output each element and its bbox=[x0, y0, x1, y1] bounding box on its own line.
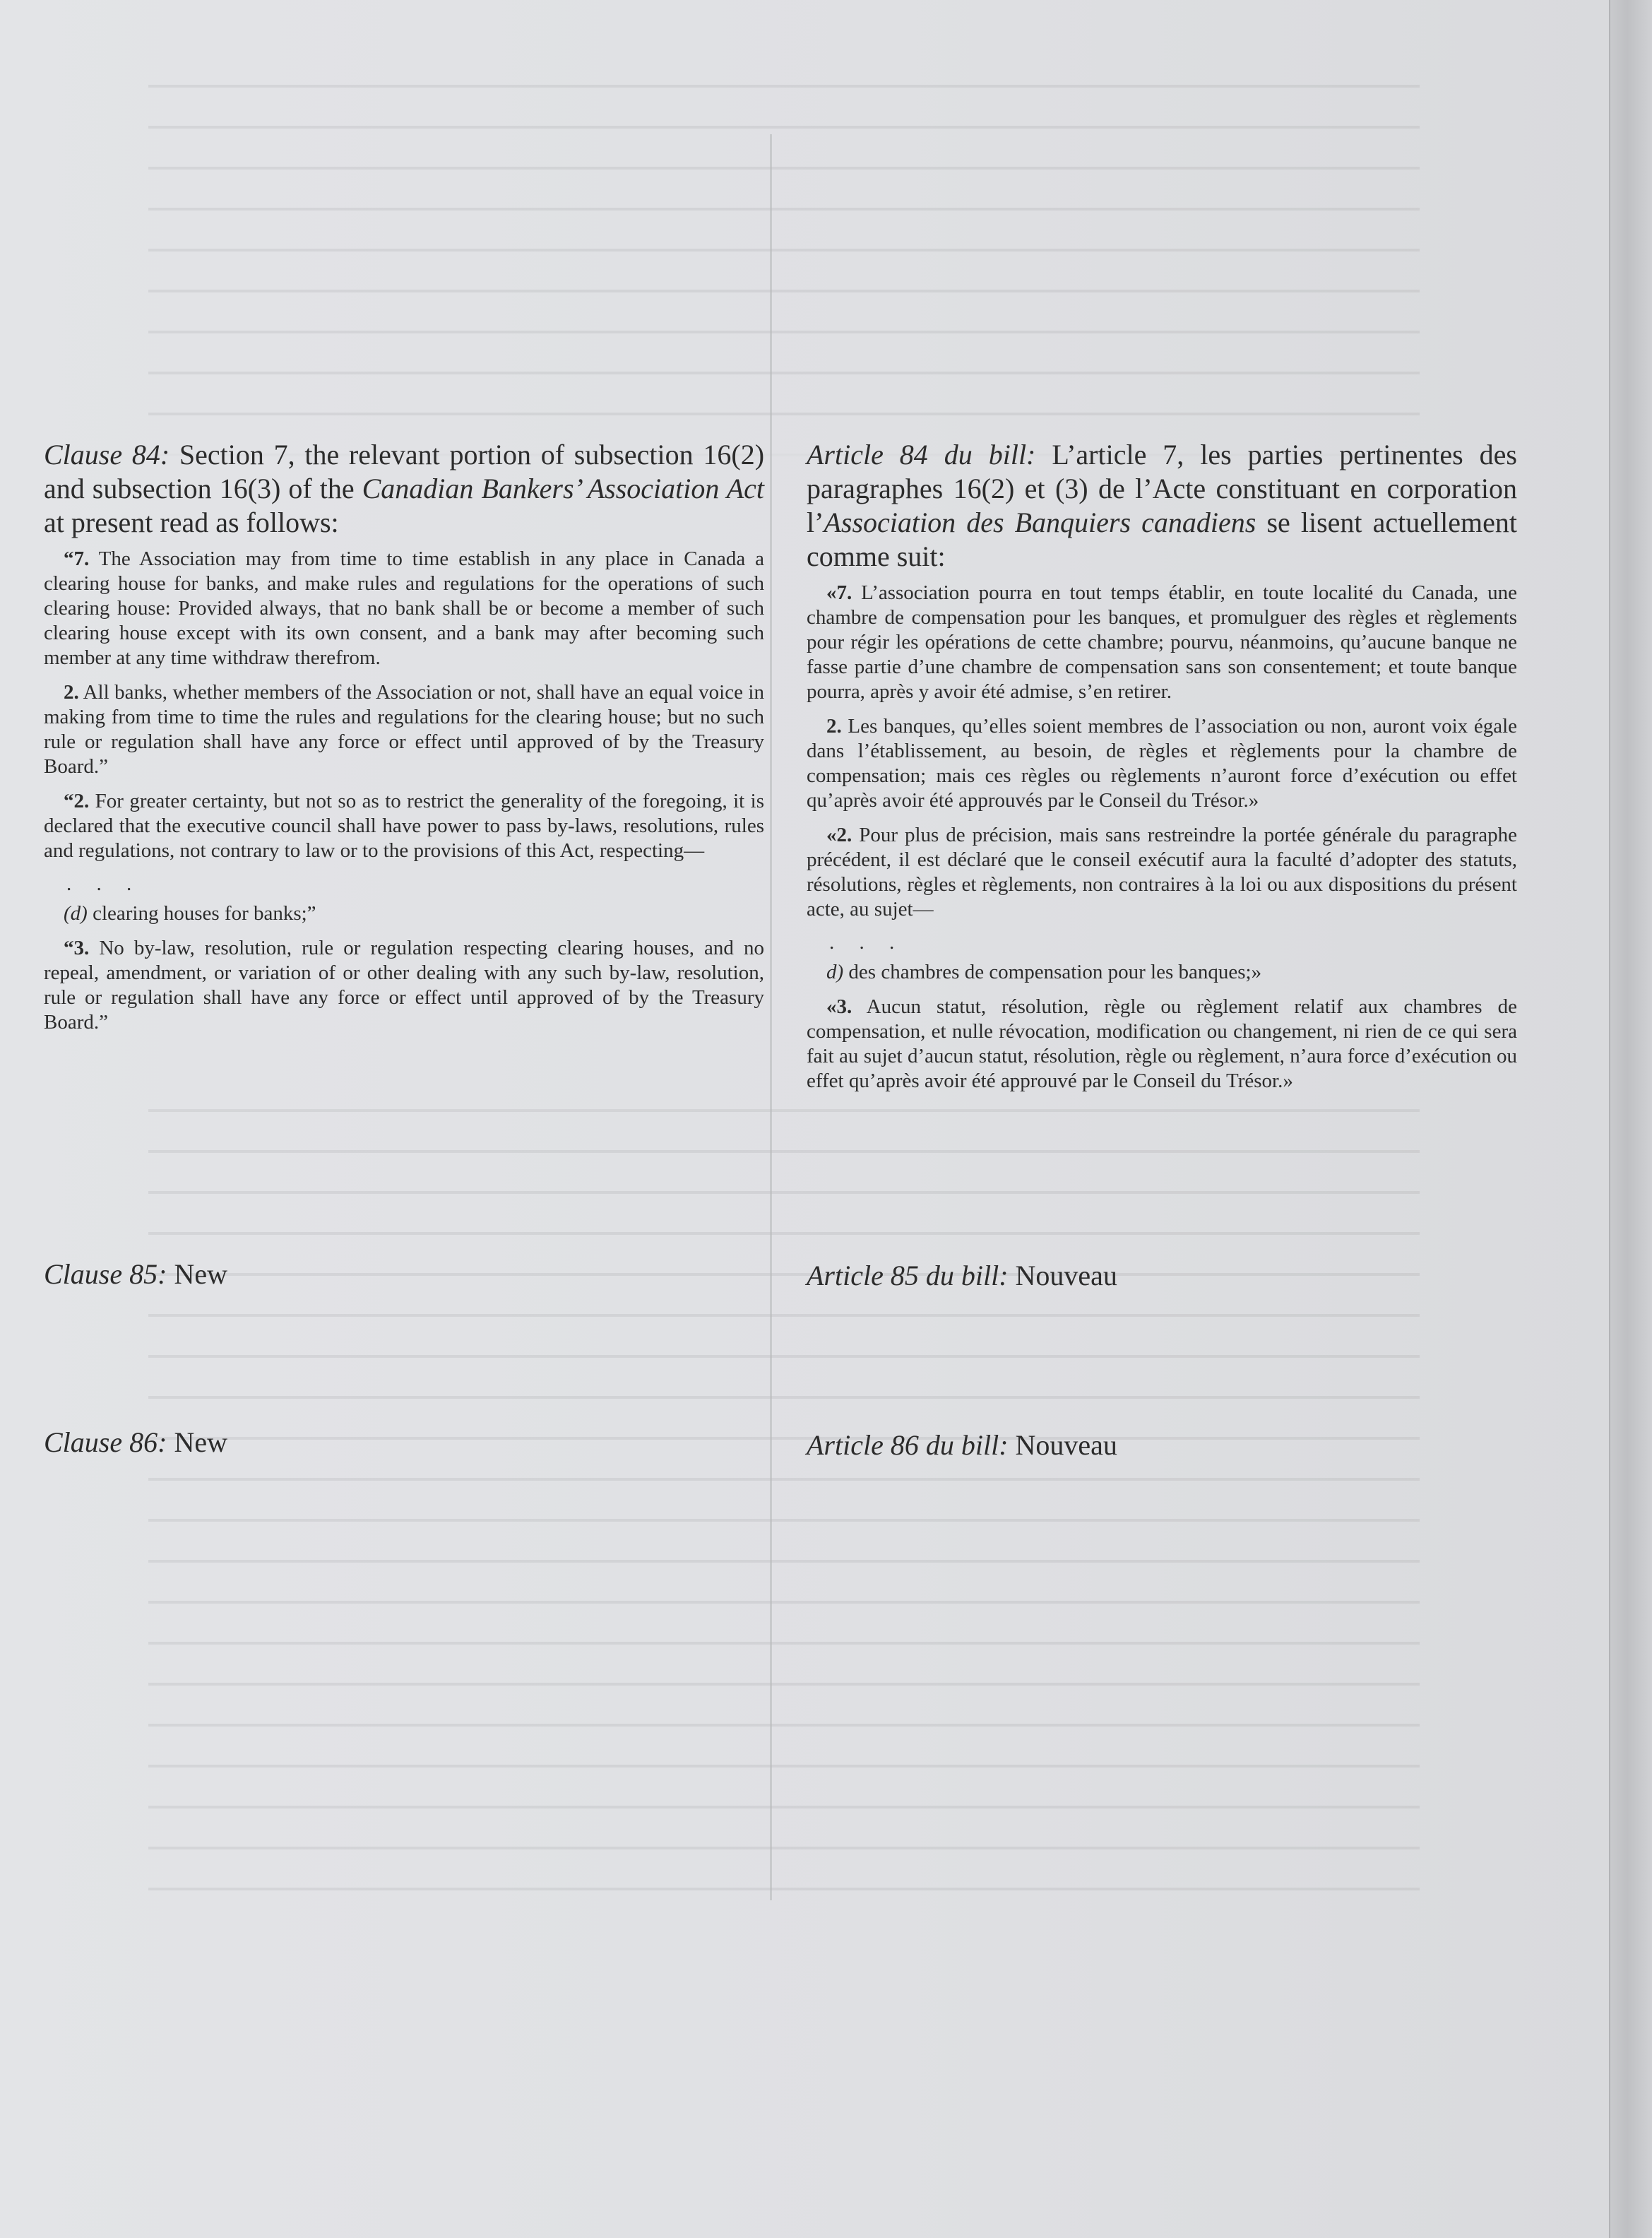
clause-84-fr-ellipsis: . . . bbox=[829, 931, 905, 954]
clause-84-en-quote-2 bbox=[44, 680, 764, 779]
clause-84-fr-quote-7 bbox=[807, 581, 1517, 704]
item-text: des chambres de compensation pour les banques;» bbox=[843, 961, 1262, 983]
clause-85-en-label: Clause 85: bbox=[44, 1258, 167, 1290]
clause-85-en bbox=[44, 1257, 227, 1291]
item-letter: d) bbox=[826, 961, 844, 983]
clause-84-en-intro bbox=[44, 438, 764, 540]
clause-84-en-quote-16-2 bbox=[44, 789, 764, 863]
item-letter: (d) bbox=[64, 902, 88, 925]
clause-84-en-item-d bbox=[44, 901, 764, 926]
quote-text: Aucun statut, résolution, règle ou règlement relatif aux chambres de compensation, et nulle révocation, modification ou changement, ni rien de ce qui sera fait au sujet d’aucun statut, résolution, règle ou règlement, n’aura force d’exécution ou effet qu’après avoir été approuvé par le Conseil du Trésor.» bbox=[807, 995, 1517, 1092]
clause-84-fr-quote-16-3 bbox=[807, 995, 1517, 1094]
clause-85-fr bbox=[807, 1259, 1117, 1293]
clause-86-en-text: New bbox=[167, 1426, 227, 1458]
clause-84-en-quote-7 bbox=[44, 547, 764, 670]
clause-84-en-label: Clause 84: bbox=[44, 439, 170, 470]
clause-84-fr-item-d bbox=[807, 960, 1517, 985]
clause-84-en-text-2: at present read as follows: bbox=[44, 507, 339, 538]
clause-86-fr bbox=[807, 1428, 1117, 1462]
clause-85-fr-text: Nouveau bbox=[1008, 1260, 1117, 1291]
quote-text: All banks, whether members of the Association or not, shall have an equal voice in making from time to time the rules and regulations for the clearing house; but no such rule or regulation shall have any force or effect until approved of by the Treasury Board.” bbox=[44, 681, 764, 778]
clause-85-en-text: New bbox=[167, 1258, 227, 1290]
clause-84-en-act-name: Canadian Bankers’ Association Act bbox=[362, 473, 764, 504]
clause-84-en-text-1: Section 7, the relevant portion of subsection 16(2) and subsection 16(3) of the bbox=[44, 439, 765, 504]
quote-text: For greater certainty, but not so as to restrict the generality of the foregoing, it is declared that the executive council shall have power to pass by-laws, resolutions, rules and regulations, not contrary to law or to the provisions of this Act, respecting— bbox=[44, 790, 764, 862]
clause-84-fr-label: Article 84 du bill: bbox=[807, 439, 1036, 470]
english-column bbox=[44, 438, 764, 1045]
quote-text: L’association pourra en tout temps établir, en toute localité du Canada, une chambre de compensation pour les banques, et promulguer des règles et règlements pour régir les opérations de cette chambre; pourvu, néanmoins, qu’aucune banque ne fasse partie d’une chambre de compensation sans son consentement; et toute banque pourra, après y avoir été admise, s’en retirer. bbox=[807, 581, 1517, 703]
clause-84-fr-intro bbox=[807, 438, 1517, 574]
clause-84-fr-text-2: se lisent actuellement comme suit: bbox=[807, 507, 1517, 572]
page-edge-shadow bbox=[1609, 0, 1652, 2238]
quote-text: Les banques, qu’elles soient membres de l’association ou non, auront voix égale dans l’établissement, au besoin, de règles et règlements pour la chambre de compensation; mais ces règles ou règlements n’auront force d’exécution ou effet qu’après avoir été approuvés par le Conseil du Trésor.» bbox=[807, 715, 1517, 812]
clause-84-fr-quote-16-2 bbox=[807, 823, 1517, 922]
clause-84-en-ellipsis: . . . bbox=[66, 872, 142, 895]
quote-number: 2. bbox=[64, 681, 79, 704]
quote-number: «7. bbox=[826, 581, 852, 604]
quote-text: The Association may from time to time establish in any place in Canada a clearing house for banks, and make rules and regulations for the operations of such clearing house: Provided always, that no bank shall be or become a member of such clearing house except with its own consent, and a bank may after becoming such member at any time withdraw therefrom. bbox=[44, 547, 764, 669]
french-column bbox=[807, 438, 1517, 1103]
quote-text: Pour plus de précision, mais sans restreindre la portée générale du paragraphe précédent, il est déclaré que le conseil exécutif aura la faculté d’adopter des statuts, résolutions, règles et règlements, non contraires à la loi ou aux dispositions du présent acte, au sujet— bbox=[807, 824, 1517, 920]
quote-number: “2. bbox=[64, 790, 90, 812]
quote-number: 2. bbox=[826, 715, 842, 738]
quote-number: “3. bbox=[64, 937, 90, 959]
bleed-through-column-divider bbox=[770, 134, 772, 1900]
clause-84-fr-quote-2 bbox=[807, 714, 1517, 813]
clause-86-en bbox=[44, 1426, 227, 1460]
clause-86-fr-text: Nouveau bbox=[1008, 1429, 1117, 1461]
clause-84-fr-text-1: L’article 7, les parties pertinentes des paragraphes 16(2) et (3) de l’Acte constituant en corporation l’ bbox=[807, 439, 1517, 538]
quote-number: «3. bbox=[826, 995, 852, 1018]
quote-text: No by-law, resolution, rule or regulation respecting clearing houses, and no repeal, amendment, or variation of or other dealing with any such by-law, resolution, rule or regulation shall have any force or effect until approved of by the Treasury Board.” bbox=[44, 937, 764, 1034]
clause-86-fr-label: Article 86 du bill: bbox=[807, 1429, 1009, 1461]
clause-86-en-label: Clause 86: bbox=[44, 1426, 167, 1458]
clause-84-fr-act-name: Association des Banquiers canadiens bbox=[824, 507, 1256, 538]
item-text: clearing houses for banks;” bbox=[87, 902, 316, 925]
quote-number: “7. bbox=[64, 547, 90, 570]
clause-84-en-quote-16-3 bbox=[44, 936, 764, 1035]
clause-85-fr-label: Article 85 du bill: bbox=[807, 1260, 1009, 1291]
quote-number: «2. bbox=[826, 824, 852, 846]
